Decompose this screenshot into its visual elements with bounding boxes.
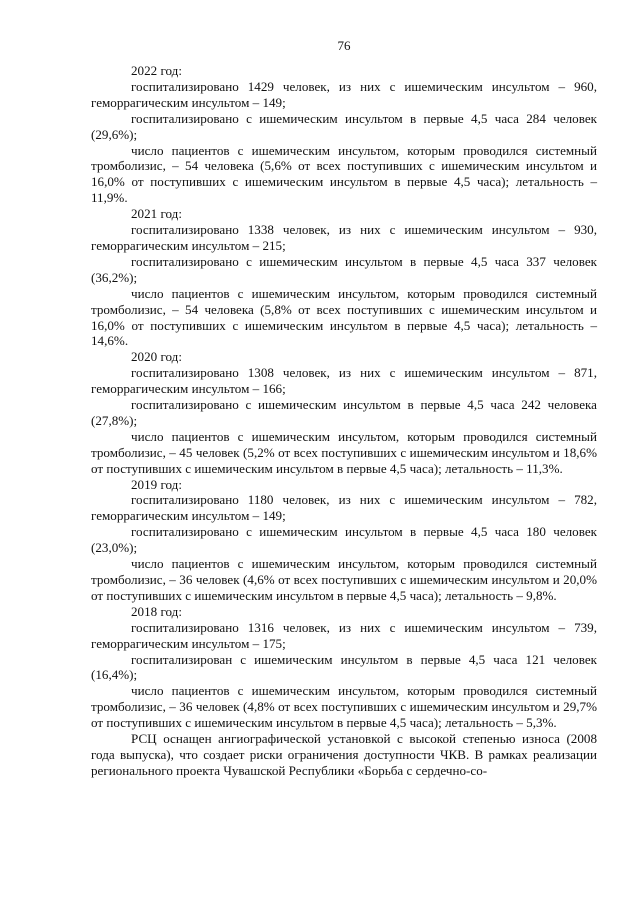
paragraph: госпитализировано 1316 человек, из них с ишемическим инсультом – 739, геморрагическим инсультом – 175; bbox=[91, 619, 597, 651]
paragraph: число пациентов с ишемическим инсультом, которым проводился системный тромболизис, – 54 человека (5,6% от всех поступивших с ишемическим инсультом и 16,0% от поступивших с ишемическим инсультом в первые 4,5 часа); летальность – 11,9%. bbox=[91, 142, 597, 206]
paragraph: госпитализировано с ишемическим инсультом в первые 4,5 часа 284 человек (29,6%); bbox=[91, 110, 597, 142]
paragraph: госпитализировано 1338 человек, из них с ишемическим инсультом – 930, геморрагическим инсультом – 215; bbox=[91, 222, 597, 253]
page-number: 76 bbox=[337, 38, 351, 53]
paragraph: госпитализировано 1308 человек, из них с ишемическим инсультом – 871, геморрагическим инсультом – 166; bbox=[91, 365, 597, 397]
year-heading: 2022 год: bbox=[131, 63, 182, 78]
paragraph: госпитализирован с ишемическим инсультом в первые 4,5 часа 121 человек (16,4%); bbox=[91, 651, 597, 683]
paragraph: число пациентов с ишемическим инсультом, которым проводился системный тромболизис, – 36 человек (4,8% от всех поступивших с ишемическим инсультом и 29,7% от поступивших с ишемическим инсультом в первые 4,5 часа); летальность – 5,3%. bbox=[91, 683, 597, 731]
paragraph: госпитализировано 1180 человек, из них с ишемическим инсультом – 782, геморрагическим инсультом – 149; bbox=[91, 492, 597, 524]
paragraph: госпитализировано с ишемическим инсультом в первые 4,5 часа 337 человек (36,2%); bbox=[91, 253, 597, 285]
year-heading: 2018 год: bbox=[131, 603, 182, 619]
year-heading: 2019 год: bbox=[131, 476, 182, 492]
paragraph: РСЦ оснащен ангиографической установкой с высокой степенью износа (2008 года выпуска), что создает риски ограничения доступности ЧКВ. В рамках реализации регионального проекта Чувашской Республики «Борьба с сердечно-со- bbox=[91, 731, 597, 778]
paragraph: число пациентов с ишемическим инсультом, которым проводился системный тромболизис, – 45 человек (5,2% от всех поступивших с ишемическим инсультом и 18,6% от поступивших с ишемическим инсультом в первые 4,5 часа); летальность – 11,3%. bbox=[91, 428, 597, 476]
paragraph: госпитализировано с ишемическим инсультом в первые 4,5 часа 180 человек (23,0%); bbox=[91, 524, 597, 556]
document-body bbox=[91, 63, 597, 779]
paragraph: число пациентов с ишемическим инсультом, которым проводился системный тромболизис, – 36 человек (4,6% от всех поступивших с ишемическим инсультом и 20,0% от поступивших с ишемическим инсультом в первые 4,5 часа); летальность – 9,8%. bbox=[91, 556, 597, 603]
paragraph: госпитализировано с ишемическим инсультом в первые 4,5 часа 242 человека (27,8%); bbox=[91, 397, 597, 428]
paragraph: число пациентов с ишемическим инсультом, которым проводился системный тромболизис, – 54 человека (5,8% от всех поступивших с ишемическим инсультом и 16,0% от поступивших с ишемическим инсультом в первые 4,5 часа); летальность – 14,6%. bbox=[91, 285, 597, 349]
year-heading: 2020 год: bbox=[131, 349, 182, 365]
year-heading: 2021 год: bbox=[131, 206, 182, 222]
paragraph: госпитализировано 1429 человек, из них с ишемическим инсультом – 960, геморрагическим инсультом – 149; bbox=[91, 78, 597, 110]
